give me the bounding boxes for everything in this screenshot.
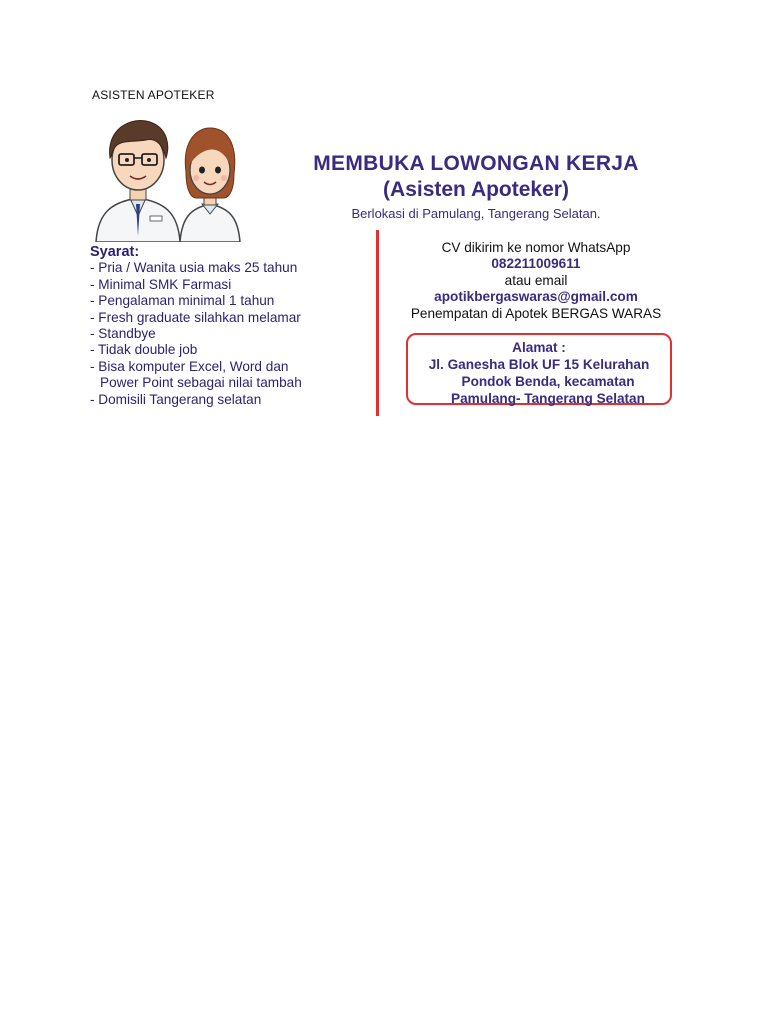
requirement-item: - Standbye	[90, 326, 156, 342]
requirement-item: - Minimal SMK Farmasi	[90, 276, 232, 292]
requirement-item: - Tidak double job	[90, 342, 198, 358]
requirement-item: - Pria / Wanita usia maks 25 tahun	[90, 260, 298, 276]
document-heading: ASISTEN APOTEKER	[92, 88, 215, 102]
job-poster	[86, 108, 686, 420]
requirement-item-continuation: Power Point sebagai nilai tambah	[100, 375, 302, 391]
requirements-list	[90, 244, 375, 408]
address-line-3: Pamulang- Tangerang Selatan	[451, 391, 645, 406]
male-pharmacist-figure	[96, 121, 180, 243]
contact-instruction: CV dikirim ke nomor WhatsApp	[441, 240, 631, 255]
requirement-item: - Pengalaman minimal 1 tahun	[90, 293, 275, 309]
contact-info	[386, 240, 686, 322]
placement-info: Penempatan di Apotek BERGAS WARAS	[410, 305, 662, 321]
pharmacist-illustration	[92, 112, 244, 242]
whatsapp-number: 082211009611	[491, 256, 581, 272]
poster-title-block	[276, 152, 676, 221]
address-title: Alamat :	[512, 340, 566, 355]
requirement-item: - Fresh graduate silahkan melamar	[90, 309, 301, 325]
contact-email: apotikbergaswaras@gmail.com	[434, 289, 638, 305]
contact-or-email: atau email	[504, 272, 568, 288]
requirement-item: - Domisili Tangerang selatan	[90, 391, 262, 407]
poster-subtitle: (Asisten Apoteker)	[383, 178, 569, 201]
female-pharmacist-figure	[180, 128, 240, 242]
requirements-title: Syarat:	[90, 244, 140, 260]
address-line-1: Jl. Ganesha Blok UF 15 Kelurahan	[428, 357, 650, 372]
vertical-divider	[376, 230, 379, 416]
address-line-2: Pondok Benda, kecamatan	[461, 374, 635, 389]
poster-location: Berlokasi di Pamulang, Tangerang Selatan.	[351, 206, 601, 221]
poster-title: MEMBUKA LOWONGAN KERJA	[313, 152, 639, 175]
address-box	[406, 333, 672, 405]
requirement-item: - Bisa komputer Excel, Word dan	[90, 358, 289, 374]
